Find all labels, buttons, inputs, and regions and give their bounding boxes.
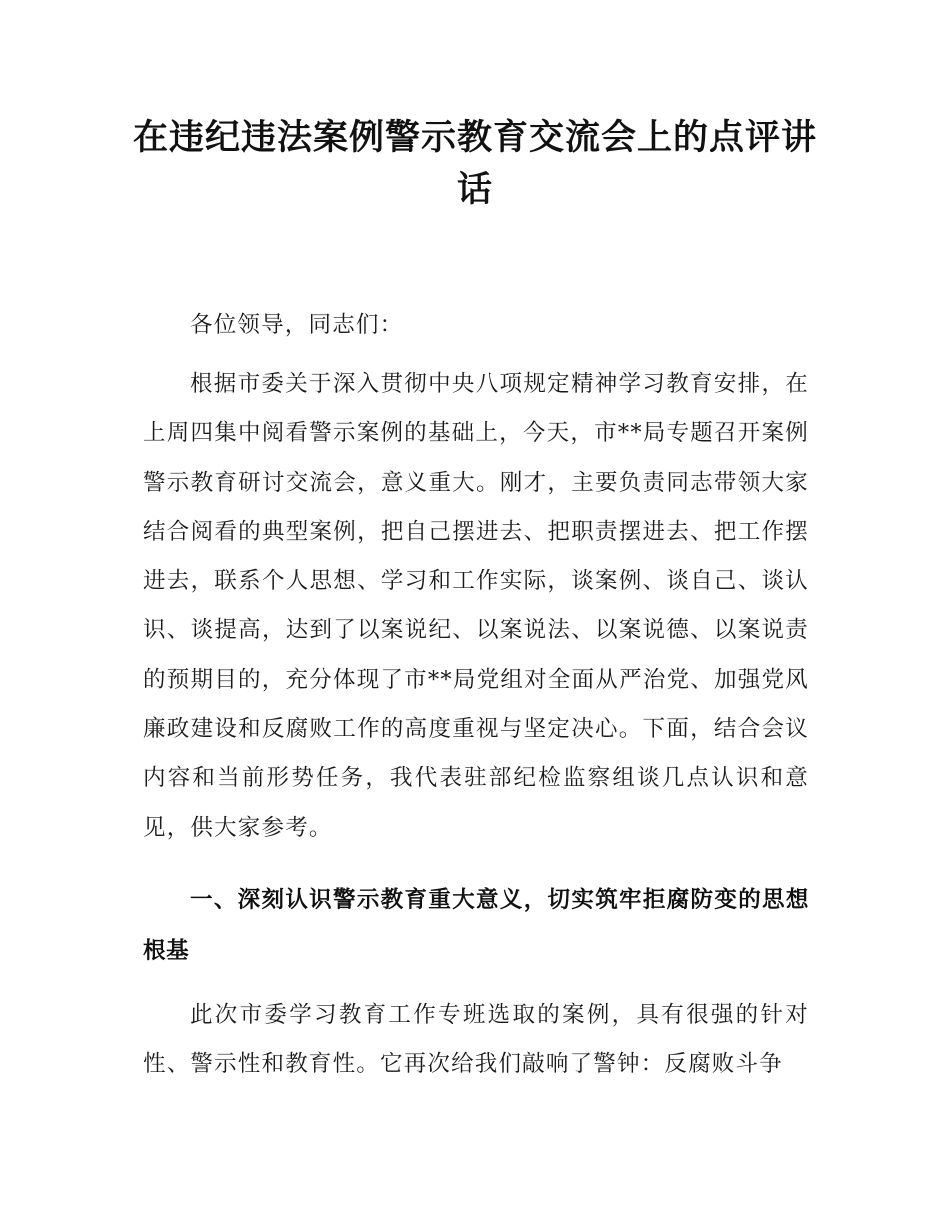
document-title: 在违纪违法案例警示教育交流会上的点评讲话	[132, 118, 817, 210]
salutation: 各位领导，同志们：	[190, 312, 404, 338]
body-paragraph: 根据市委关于深入贯彻中央八项规定精神学习教育安排，在上周四集中阅看警示案例的基础上，今天，市**局专题召开案例警示教育研讨交流会，意义重大。刚才，主要负责同志带领大家结合阅看的典型案例，把自己摆进去、把职责摆进去、把工作摆进去，联系个人思想、学习和工作实际，谈案例、谈自己、谈认识、谈提高，达到了以案说纪、以案说法、以案说德、以案说责的预期目的，充分体现了市**局党组对全面从严治党、加强党风廉政建设和反腐败工作的高度重视与坚定决心。下面，结合会议内容和当前形势任务，我代表驻部纪检监察组谈几点认识和意见，供大家参考。	[143, 371, 809, 841]
section-heading: 一、深刻认识警示教育重大意义，切实筑牢拒腐防变的思想根基	[143, 887, 809, 964]
body-paragraph: 此次市委学习教育工作专班选取的案例，具有很强的针对性、警示性和教育性。它再次给我们敲响了警钟：反腐败斗争	[143, 1002, 809, 1078]
